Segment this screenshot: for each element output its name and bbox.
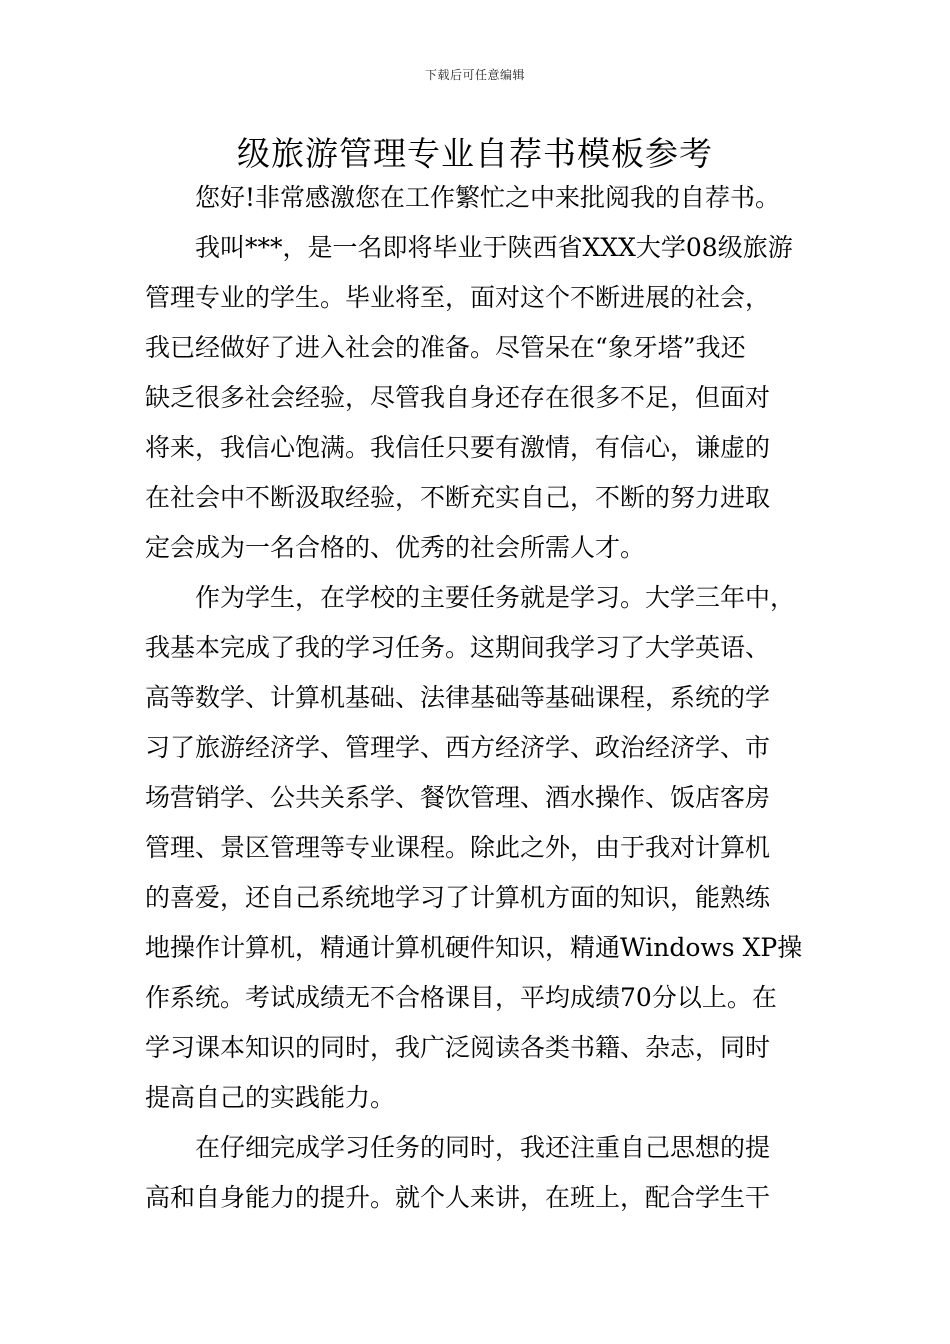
paragraph-line: 管理专业的学生。毕业将至，面对这个不断进展的社会， (145, 283, 771, 312)
paragraph-line: 我基本完成了我的学习任务。这期间我学习了大学英语、 (145, 633, 771, 662)
paragraph-line: 您好!非常感激您在工作繁忙之中来批阅我的自荐书。 (195, 183, 781, 212)
paragraph-line: 提高自己的实践能力。 (145, 1083, 396, 1112)
paragraph-line: 高等数学、计算机基础、法律基础等基础课程，系统的学 (145, 683, 771, 712)
paragraph-line: 场营销学、公共关系学、餐饮管理、酒水操作、饭店客房 (145, 783, 771, 812)
paragraph-line: 定会成为一名合格的、优秀的社会所需人才。 (145, 533, 646, 562)
paragraph-line: 缺乏很多社会经验，尽管我自身还存在很多不足，但面对 (145, 383, 771, 412)
paragraph-line: 在仔细完成学习任务的同时，我还注重自己思想的提 (195, 1133, 771, 1162)
paragraph-line: 将来，我信心饱满。我信任只要有激情，有信心，谦虚的 (145, 433, 771, 462)
paragraph-line: 的喜爱，还自己系统地学习了计算机方面的知识，能熟练 (145, 883, 771, 912)
document-title: 级旅游管理专业自荐书模板参考 (237, 134, 713, 173)
paragraph-line: 作为学生，在学校的主要任务就是学习。大学三年中， (195, 583, 796, 612)
paragraph-line: 习了旅游经济学、管理学、西方经济学、政治经济学、市 (145, 733, 771, 762)
paragraph-line: 作系统。考试成绩无不合格课目，平均成绩70分以上。在 (145, 983, 777, 1012)
paragraph-line: 管理、景区管理等专业课程。除此之外，由于我对计算机 (145, 833, 771, 862)
header-note: 下载后可任意编辑 (424, 68, 525, 82)
paragraph-line: 地操作计算机，精通计算机硬件知识，精通Windows XP操 (145, 933, 803, 962)
paragraph-line: 学习课本知识的同时，我广泛阅读各类书籍、杂志，同时 (145, 1033, 771, 1062)
paragraph-line: 在社会中不断汲取经验，不断充实自己，不断的努力进取 (145, 483, 771, 512)
paragraph-line: 高和自身能力的提升。就个人来讲，在班上，配合学生干 (145, 1183, 771, 1212)
paragraph-line: 我叫***，是一名即将毕业于陕西省XXX大学08级旅游 (195, 233, 793, 262)
paragraph-line: 我已经做好了进入社会的准备。尽管呆在“象牙塔”我还 (145, 333, 746, 362)
